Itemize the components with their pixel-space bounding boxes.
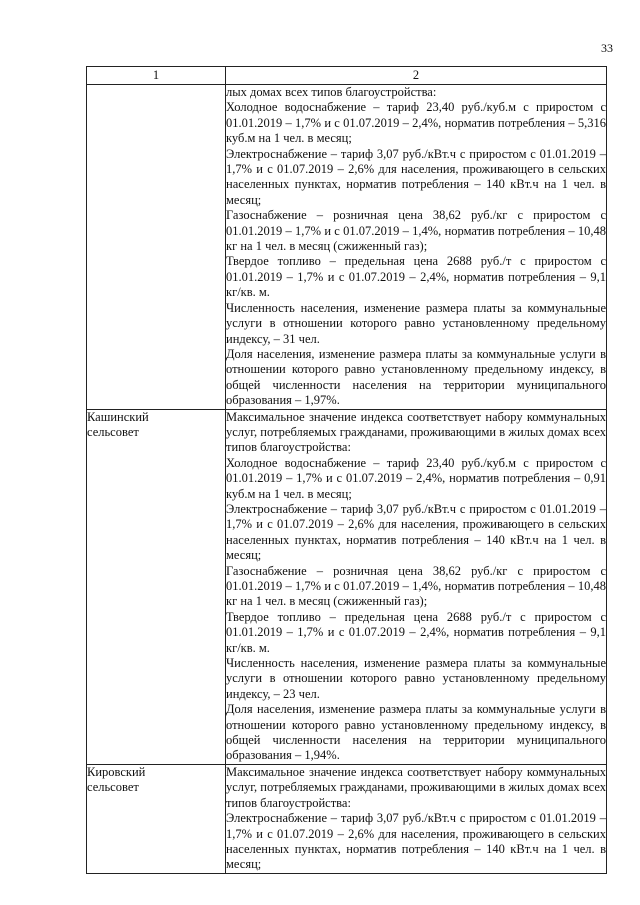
description-paragraph: Холодное водоснабжение – тариф 23,40 руб./куб.м с приростом с 01.01.2019 – 1,7% и с 01.07.2019 – 2,4%, норматив потребления – 0,91 куб.м на 1 чел. в месяц; (226, 455, 606, 501)
description-paragraph: Доля населения, изменение размера платы за коммунальные услуги в отношении которого равно установленному предельному индексу, в общей численности населения на территории муниципального образования – 1,94%. (226, 702, 606, 763)
description-paragraph: Численность населения, изменение размера платы за коммунальные услуги в отношении которого равно установленному предельному индексу, – 23 чел. (226, 656, 606, 701)
tariff-table (86, 66, 607, 874)
region-cell (87, 409, 226, 764)
description-paragraph: Газоснабжение – розничная цена 38,62 руб./кг с приростом с 01.01.2019 – 1,7% и с 01.07.2019 – 1,4%, норматив потребления – 10,48 кг на 1 чел. в месяц (сжиженный газ); (226, 563, 606, 609)
description-cell (226, 764, 607, 873)
description-paragraph: Максимальное значение индекса соответствует набору коммунальных услуг, потребляемых гражданами, проживающими в жилых домах всех типов благоустройства: (226, 764, 606, 810)
description-paragraph: Доля населения, изменение размера платы за коммунальные услуги в отношении которого равно установленному предельному индексу, в общей численности населения на территории муниципального образования – 1,97%. (226, 346, 606, 408)
description-paragraph: Твердое топливо – предельная цена 2688 руб./т с приростом с 01.01.2019 – 1,7% и с 01.07.2019 – 2,4%, норматив потребления – 9,1 кг/кв. м. (226, 254, 606, 300)
region-cell (87, 85, 226, 410)
region-name-line: сельсовет (87, 424, 139, 439)
table-row (87, 764, 607, 873)
description-paragraph: Максимальное значение индекса соответствует набору коммунальных услуг, потребляемых гражданами, проживающими в жилых домах всех типов благоустройства: (226, 409, 606, 455)
description-paragraph: Газоснабжение – розничная цена 38,62 руб./кг с приростом с 01.01.2019 – 1,7% и с 01.07.2019 – 1,4%, норматив потребления – 10,48 кг на 1 чел. в месяц (сжиженный газ); (226, 208, 606, 254)
description-paragraph: Холодное водоснабжение – тариф 23,40 руб./куб.м с приростом с 01.01.2019 – 1,7% и с 01.07.2019 – 2,4%, норматив потребления – 5,316 куб.м на 1 чел. в месяц; (226, 100, 606, 146)
region-name-line: Кировский (87, 764, 146, 779)
column-header-1: 1 (87, 67, 226, 85)
description-paragraph: Электроснабжение – тариф 3,07 руб./кВт.ч с приростом с 01.01.2019 – 1,7% и с 01.07.2019 – 2,6% для населения, проживающего в сельских населенных пунктах, норматив потребления – 140 кВт.ч на 1 чел. в месяц; (226, 501, 606, 563)
region-cell (87, 764, 226, 873)
region-name-line: Кашинский (87, 409, 149, 424)
page-number: 33 (601, 41, 613, 55)
table-row (87, 85, 607, 410)
region-name-line: сельсовет (87, 780, 139, 795)
table-row (87, 409, 607, 764)
description-paragraph: Электроснабжение – тариф 3,07 руб./кВт.ч с приростом с 01.01.2019 – 1,7% и с 01.07.2019 – 2,6% для населения, проживающего в сельских населенных пунктах, норматив потребления – 140 кВт.ч на 1 чел. в месяц; (226, 146, 606, 207)
description-paragraph: Твердое топливо – предельная цена 2688 руб./т с приростом с 01.01.2019 – 1,7% и с 01.07.2019 – 2,4%, норматив потребления – 9,1 кг/кв. м. (226, 609, 606, 655)
column-header-2: 2 (226, 67, 607, 85)
description-cell (226, 409, 607, 764)
table-header-row (87, 67, 607, 85)
description-cell (226, 85, 607, 410)
description-paragraph: Электроснабжение – тариф 3,07 руб./кВт.ч с приростом с 01.01.2019 – 1,7% и с 01.07.2019 – 2,6% для населения, проживающего в сельских населенных пунктах, норматив потребления – 140 кВт.ч на 1 чел. в месяц; (226, 811, 606, 872)
description-paragraph: лых домах всех типов благоустройства: (226, 85, 437, 99)
table-body (87, 85, 607, 874)
description-paragraph: Численность населения, изменение размера платы за коммунальные услуги в отношении которого равно установленному предельному индексу, – 31 чел. (226, 300, 606, 346)
